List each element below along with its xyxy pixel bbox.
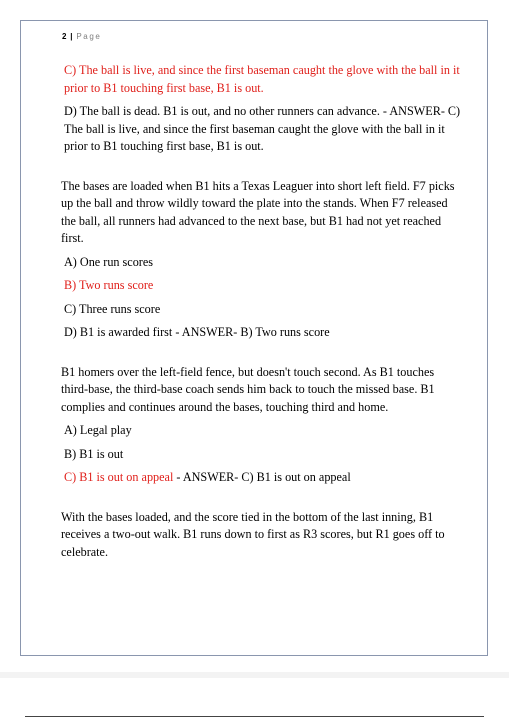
q3-option-b: B) B1 is out (64, 446, 124, 461)
page-label: Page (76, 32, 102, 41)
q2-option-a: A) One run scores (64, 254, 154, 269)
q2-question: The bases are loaded when B1 hits a Texas Leaguer into short left field. F7 picks up the ball and throw wildly toward the plate into the stands. When F7 released the ball, all runners had advanced to the next base, but B1 had not yet reached first. (61, 178, 455, 245)
page-number: 2 (62, 32, 67, 41)
q4-question: With the bases loaded, and the score tied in the bottom of the last inning, B1 receives a two-out walk. B1 runs down to first as R3 scores, but R1 goes off to celebrate. (61, 509, 445, 559)
next-page-area (0, 678, 509, 720)
q3-question: B1 homers over the left-field fence, but doesn't touch second. As B1 touches third-base, the third-base coach sends him back to touch the missed base. B1 complies and continues around the bases, touching third and home. (61, 364, 435, 414)
page-header (62, 32, 101, 41)
q2-option-d-answer: D) B1 is awarded first - ANSWER- B) Two runs score (64, 325, 330, 339)
header-separator: | (70, 32, 73, 41)
q1-option-d-answer: D) The ball is dead. B1 is out, and no other runners can advance. - ANSWER- C) The ball is live, and since the first baseman caught the glove with the ball in it prior to B1 touching first base, B1 is out. (64, 104, 461, 153)
next-page-rule (25, 716, 484, 717)
q3-option-c: C) B1 is out on appeal (64, 470, 174, 484)
q2-option-c: C) Three runs score (64, 301, 161, 316)
q1-option-c: C) The ball is live, and since the first baseman caught the glove with the ball in it prior to B1 touching first base, B1 is out. (64, 63, 460, 95)
q3-option-a: A) Legal play (64, 423, 132, 437)
q3-answer: - ANSWER- C) B1 is out on appeal (173, 470, 351, 484)
document-body (61, 62, 463, 561)
q2-option-b: B) Two runs score (64, 278, 154, 292)
q3-option-c-line (61, 469, 463, 487)
